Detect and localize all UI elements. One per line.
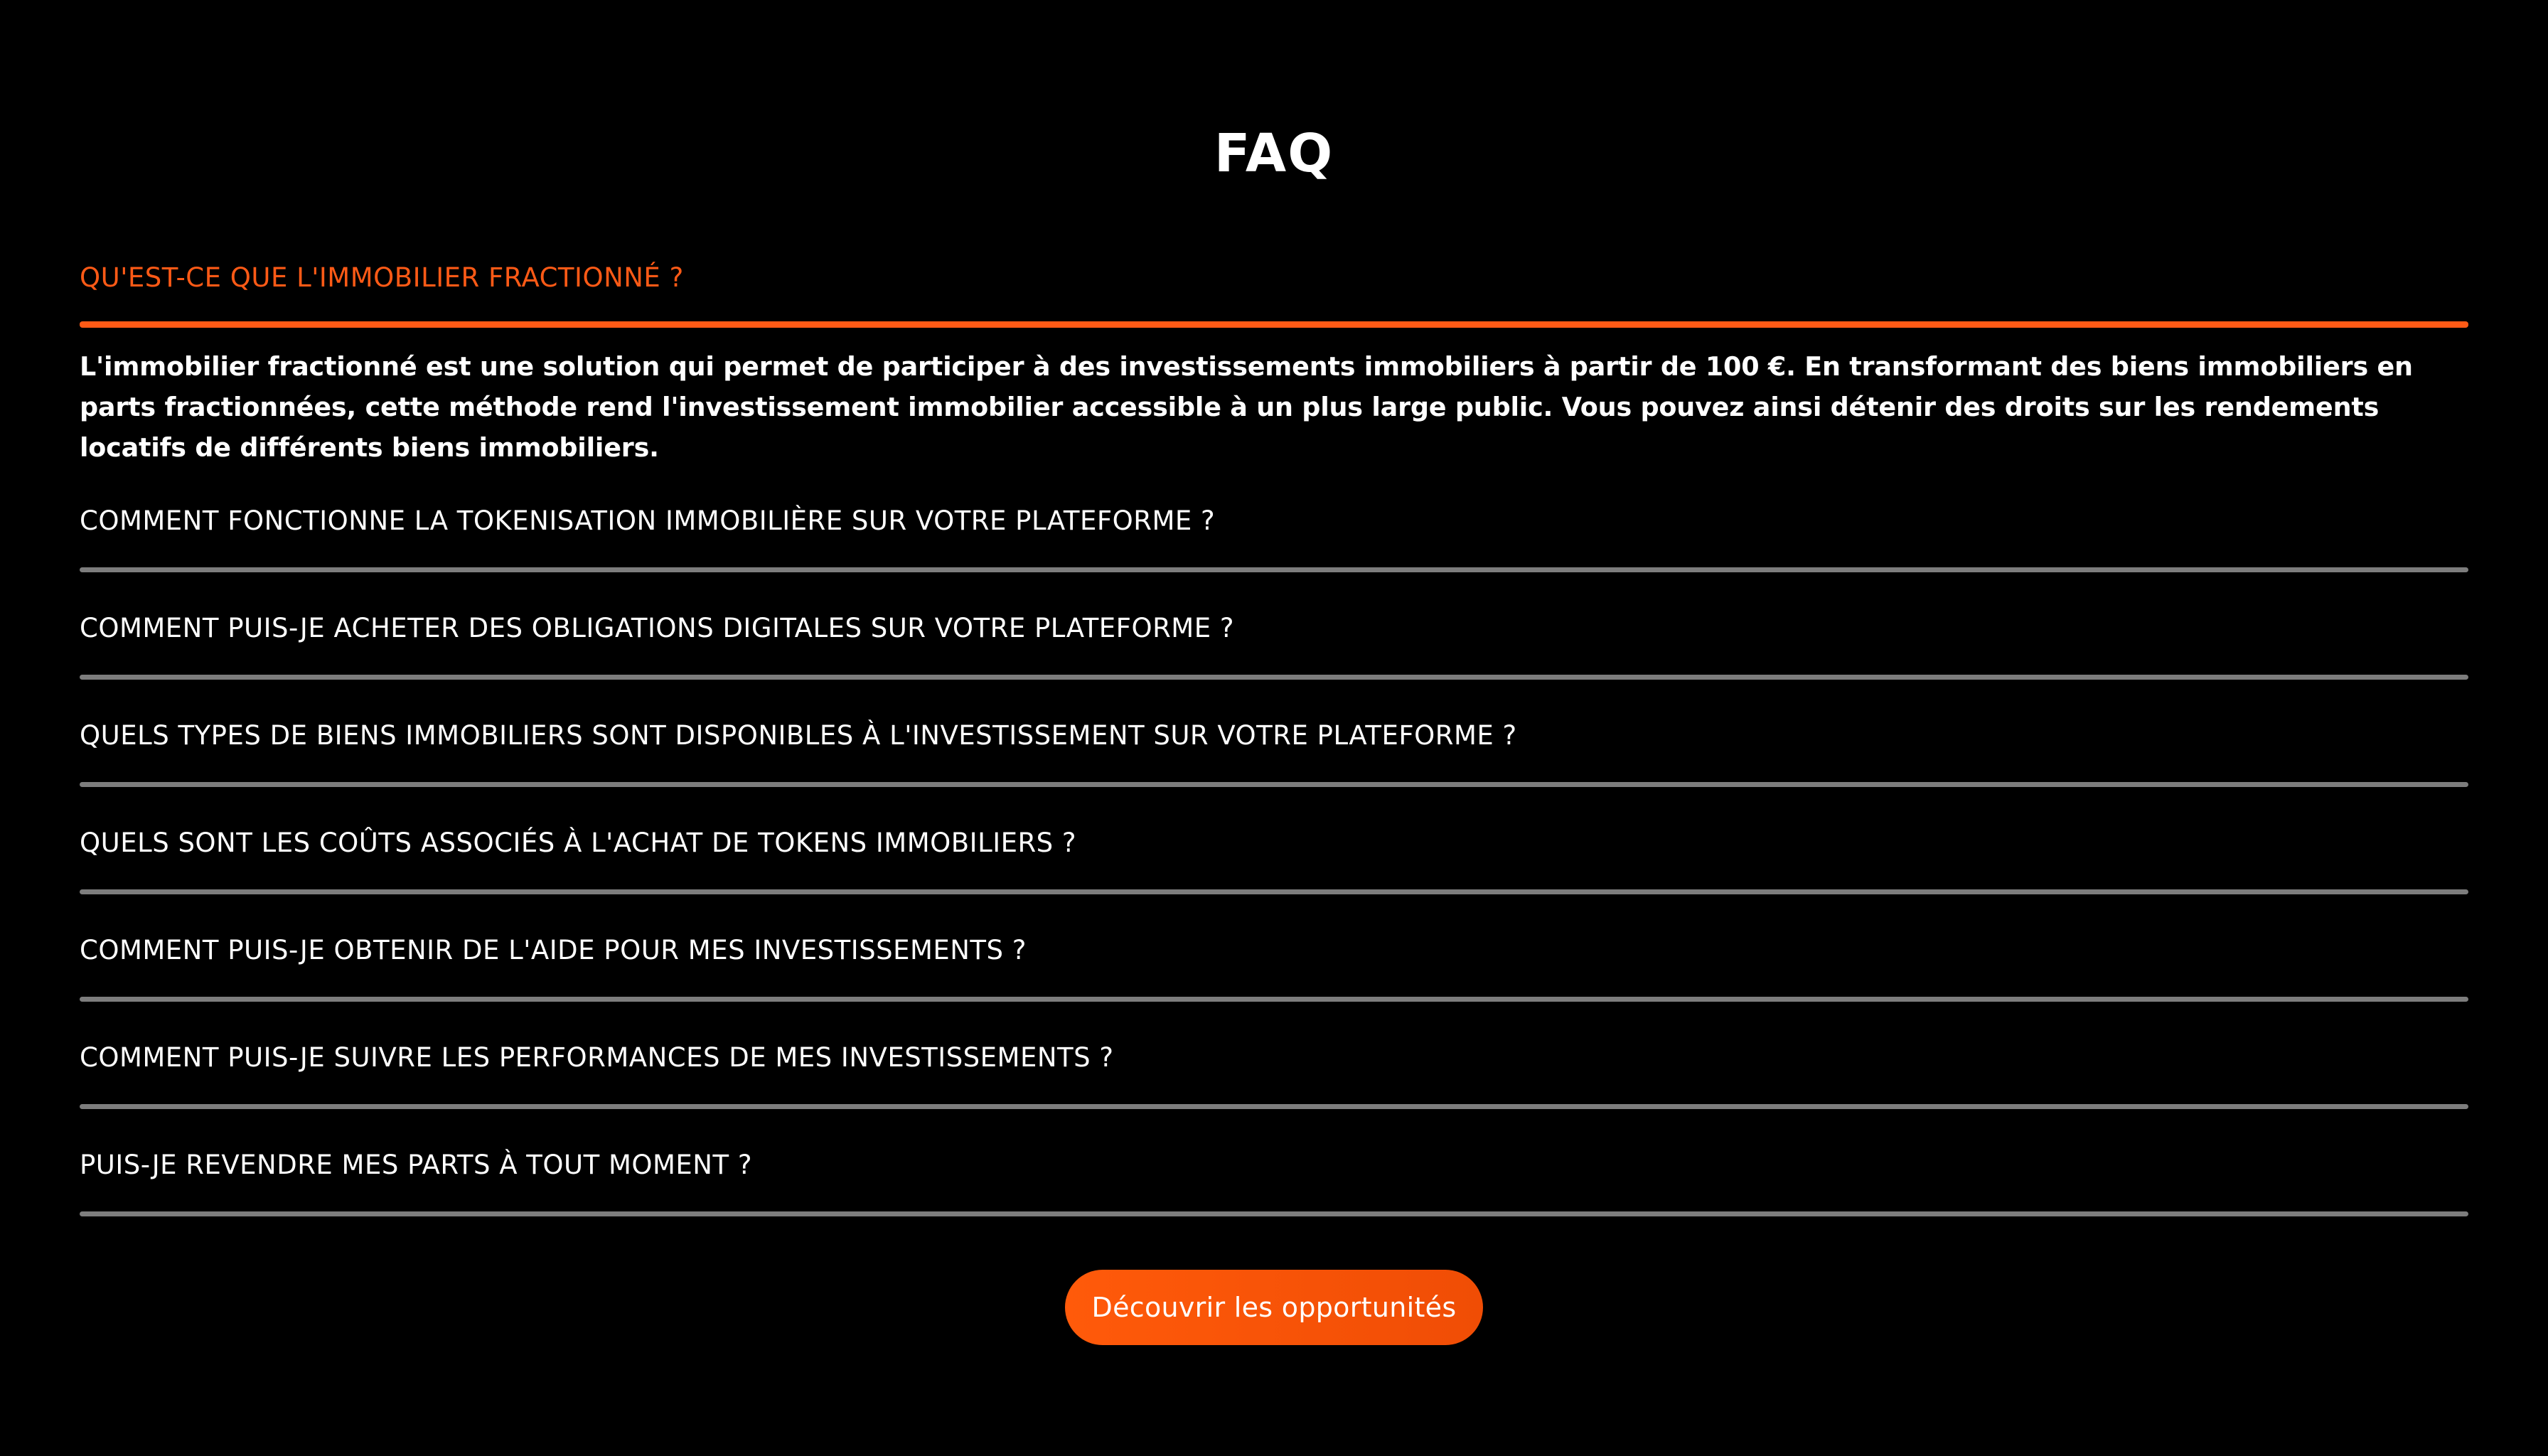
- faq-divider-active: [80, 321, 2468, 328]
- faq-divider: [80, 1211, 2468, 1216]
- faq-divider: [80, 567, 2468, 572]
- faq-item-token-costs: [80, 814, 2468, 894]
- faq-item-tokenisation: [80, 492, 2468, 572]
- faq-divider: [80, 997, 2468, 1002]
- discover-opportunities-button[interactable]: Découvrir les opportunités: [1065, 1270, 1483, 1345]
- faq-item-digital-bonds: [80, 599, 2468, 680]
- faq-question[interactable]: COMMENT PUIS-JE OBTENIR DE L'AIDE POUR MES INVESTISSEMENTS ?: [80, 934, 1027, 965]
- faq-answer: L'immobilier fractionné est une solution qui permet de participer à des investissements immobiliers à partir de 100 €. En transformant des biens immobiliers en parts fractionnées, cette méthode rend l'investissement immobilier accessible à un plus large public. Vous pouvez ainsi détenir des droits sur les rendements locatifs de différents biens immobiliers.: [80, 351, 2413, 463]
- faq-divider: [80, 675, 2468, 680]
- faq-divider: [80, 1104, 2468, 1109]
- faq-question[interactable]: COMMENT PUIS-JE SUIVRE LES PERFORMANCES DE MES INVESTISSEMENTS ?: [80, 1042, 1114, 1073]
- faq-item-property-types: [80, 707, 2468, 787]
- faq-question[interactable]: PUIS-JE REVENDRE MES PARTS À TOUT MOMENT ?: [80, 1149, 752, 1180]
- faq-item-fractional-real-estate: [80, 249, 2468, 468]
- faq-list: [80, 239, 2468, 1216]
- faq-question[interactable]: QU'EST-CE QUE L'IMMOBILIER FRACTIONNÉ ?: [80, 262, 684, 293]
- faq-question[interactable]: QUELS SONT LES COÛTS ASSOCIÉS À L'ACHAT DE TOKENS IMMOBILIERS ?: [80, 827, 1077, 858]
- faq-question[interactable]: QUELS TYPES DE BIENS IMMOBILIERS SONT DISPONIBLES À L'INVESTISSEMENT SUR VOTRE PLATEFORME ?: [80, 719, 1517, 751]
- faq-item-track-performance: [80, 1029, 2468, 1109]
- faq-divider: [80, 782, 2468, 787]
- faq-divider: [80, 889, 2468, 894]
- faq-item-resell-shares: [80, 1136, 2468, 1216]
- page-title: FAQ: [1214, 123, 1334, 184]
- faq-question[interactable]: COMMENT PUIS-JE ACHETER DES OBLIGATIONS DIGITALES SUR VOTRE PLATEFORME ?: [80, 612, 1234, 643]
- faq-question[interactable]: COMMENT FONCTIONNE LA TOKENISATION IMMOBILIÈRE SUR VOTRE PLATEFORME ?: [80, 505, 1216, 536]
- faq-item-get-help: [80, 921, 2468, 1002]
